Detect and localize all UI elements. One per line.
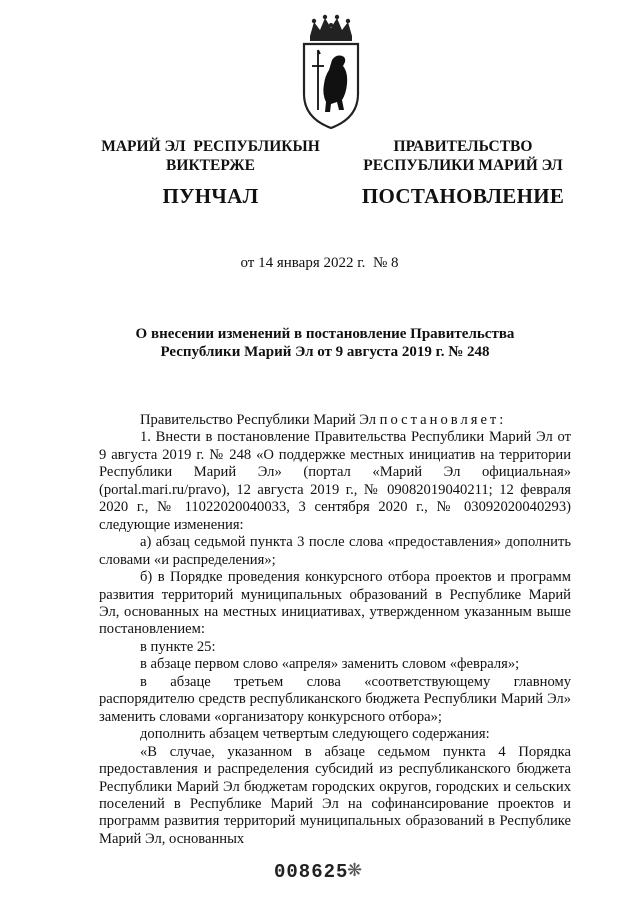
body-paragraph-6: в абзаце третьем слова «соответствующему главному распорядителю средств республиканского бюджета Республики Марий Эл» заменить словами «организатору конкурсного отбора»; xyxy=(99,673,571,725)
date-prefix: от xyxy=(240,255,255,271)
title-line2: Республики Марий Эл от 9 августа 2019 г. № 248 xyxy=(160,344,490,360)
document-body xyxy=(99,412,571,848)
document-number: 8 xyxy=(391,255,399,271)
body-paragraph-5: в абзаце первом слово «апреля» заменить словом «февраля»; xyxy=(140,656,520,673)
header-right-block xyxy=(352,137,574,209)
header-right-doc-type: ПОСТАНОВЛЕНИЕ xyxy=(361,184,565,208)
header-left-doc-type: ПУНЧАЛ xyxy=(162,184,259,208)
body-paragraph-8: «В случае, указанном в абзаце седьмом пункта 4 Порядка предоставления и распределения субсидий из республиканского бюджета Республики Марий Эл бюджетам городских округов, городских и сельских поселений в Республике Марий Эл на софинансирование проектов и программ развития территорий муниципальных образований в Республике Марий Эл, основанных xyxy=(99,743,571,847)
asterisk-star-icon: ❋ xyxy=(347,860,363,881)
header-right-line1: ПРАВИТЕЛЬСТВО xyxy=(393,138,533,155)
header-left-block xyxy=(88,137,333,209)
intro-text: Правительство Республики Марий Эл xyxy=(140,412,380,428)
body-paragraph-2: а) абзац седьмой пункта 3 после слова «предоставления» дополнить словами «и распределения»; xyxy=(99,534,571,568)
date-day: 14 xyxy=(258,255,274,271)
document-title xyxy=(80,325,570,361)
serial-number: 008625 xyxy=(274,861,349,883)
body-paragraph-3: б) в Порядке проведения конкурсного отбора проектов и программ развития территорий муниципальных образований в Республике Марий Эл, основанных на местных инициативах, утвержденном указанным выше постановлением: xyxy=(99,569,571,638)
intro-decree-word: постановляет: xyxy=(379,412,507,428)
header-left-line1: МАРИЙ ЭЛ РЕСПУБЛИКЫН xyxy=(101,138,320,155)
date-line xyxy=(0,255,639,272)
crown-icon xyxy=(310,15,352,41)
body-paragraph-7: дополнить абзацем четвертым следующего содержания: xyxy=(140,726,490,743)
header-left-line2: ВИКТЕРЖЕ xyxy=(166,157,255,174)
body-paragraph-intro xyxy=(99,412,571,429)
body-paragraph-1: 1. Внести в постановление Правительства Республики Марий Эл от 9 августа 2019 г. № 248 «О поддержке местных инициатив на территории Республики Марий Эл» (портал «Марий Эл официальная» (portal.mari.ru/pravo), 12 августа 2019 г., № 09082019040211; 12 февраля 2020 г., № 11022020040033, 3 сентября 2020 г., № 03092020040293) следующие изменения: xyxy=(99,429,571,533)
title-line1: О внесении изменений в постановление Правительства xyxy=(135,326,515,342)
body-paragraph-4: в пункте 25: xyxy=(140,638,216,655)
number-label: № xyxy=(372,255,388,271)
coat-of-arms-emblem xyxy=(296,14,366,130)
date-month-year: января 2022 г. xyxy=(276,255,366,271)
header-right-line2: РЕСПУБЛИКИ МАРИЙ ЭЛ xyxy=(363,157,563,174)
